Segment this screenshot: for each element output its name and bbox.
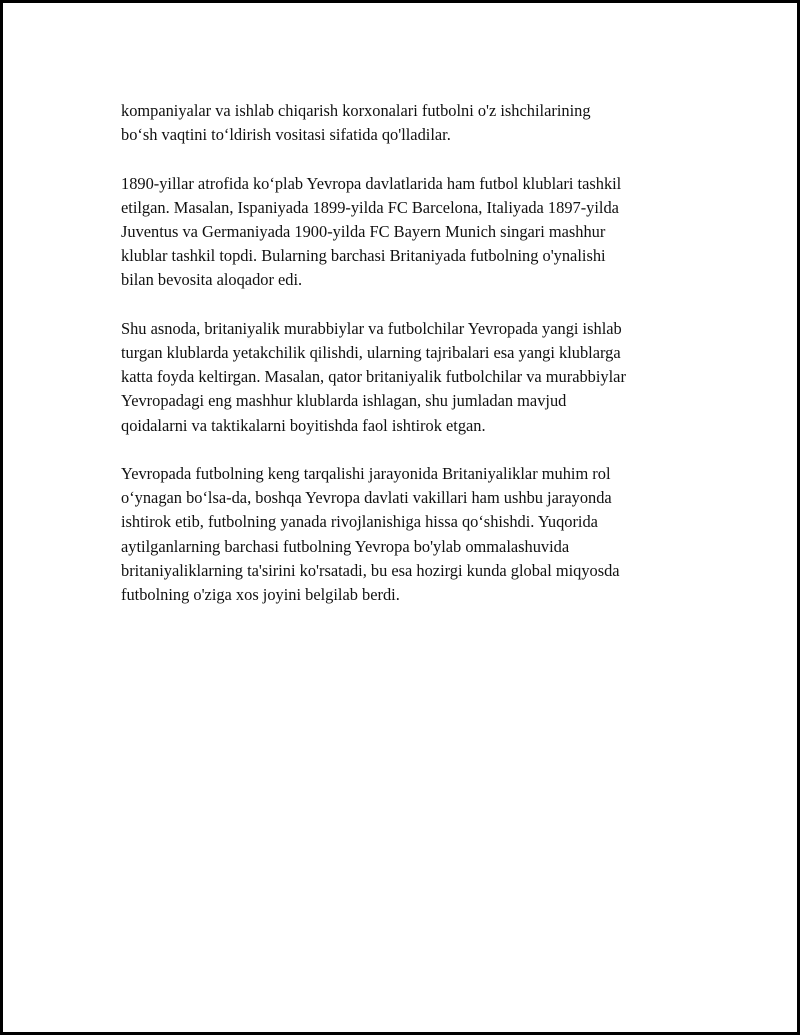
text-line: etilgan. Masalan, Ispaniyada 1899-yilda FC Barcelona, Italiyada 1897-yilda — [121, 197, 619, 217]
paragraph-4 — [121, 462, 693, 607]
text-line: 1890-yillar atrofida ko‘plab Yevropa davlatlarida ham futbol klublari tashkil — [121, 173, 622, 193]
paragraph-2 — [121, 172, 693, 293]
text-line: Juventus va Germaniyada 1900-yilda FC Bayern Munich singari mashhur — [121, 222, 606, 241]
paragraph-1 — [121, 99, 693, 147]
text-line: bilan bevosita aloqador edi. — [121, 270, 303, 290]
text-line: klublar tashkil topdi. Bularning barchasi Britaniyada futbolning o'ynalishi — [121, 246, 606, 266]
text-line: Shu asnoda, britaniyalik murabbiylar va futbolchilar Yevropada yangi ishlab — [121, 318, 622, 338]
text-line: Yevropadagi eng mashhur klublarda ishlagan, shu jumladan mavjud — [121, 391, 567, 411]
text-line: katta foyda keltirgan. Masalan, qator britaniyalik futbolchilar va murabbiylar — [121, 367, 626, 387]
text-line: kompaniyalar va ishlab chiqarish korxonalari futbolni o'z ishchilarining — [121, 101, 591, 120]
document-body — [121, 99, 693, 631]
text-line: Yevropada futbolning keng tarqalishi jarayonida Britaniyaliklar muhim rol — [121, 464, 611, 483]
text-line: ishtirok etib, futbolning yanada rivojlanishiga hissa qo‘shishdi. Yuqorida — [121, 512, 598, 532]
text-line: futbolning o'ziga xos joyini belgilab berdi. — [121, 585, 400, 605]
paragraph-3 — [121, 317, 693, 438]
text-line: turgan klublarda yetakchilik qilishdi, ularning tajribalari esa yangi klublarga — [121, 343, 621, 362]
text-line: britaniyaliklarning ta'sirini ko'rsatadi, bu esa hozirgi kunda global miqyosda — [121, 560, 620, 580]
text-line: qoidalarni va taktikalarni boyitishda faol ishtirok etgan. — [121, 415, 486, 435]
text-line: o‘ynagan bo‘lsa-da, boshqa Yevropa davlati vakillari ham ushbu jarayonda — [121, 488, 612, 508]
text-line: bo‘sh vaqtini to‘ldirish vositasi sifatida qo'lladilar. — [121, 125, 451, 145]
text-line: aytilganlarning barchasi futbolning Yevropa bo'ylab ommalashuvida — [121, 536, 570, 556]
